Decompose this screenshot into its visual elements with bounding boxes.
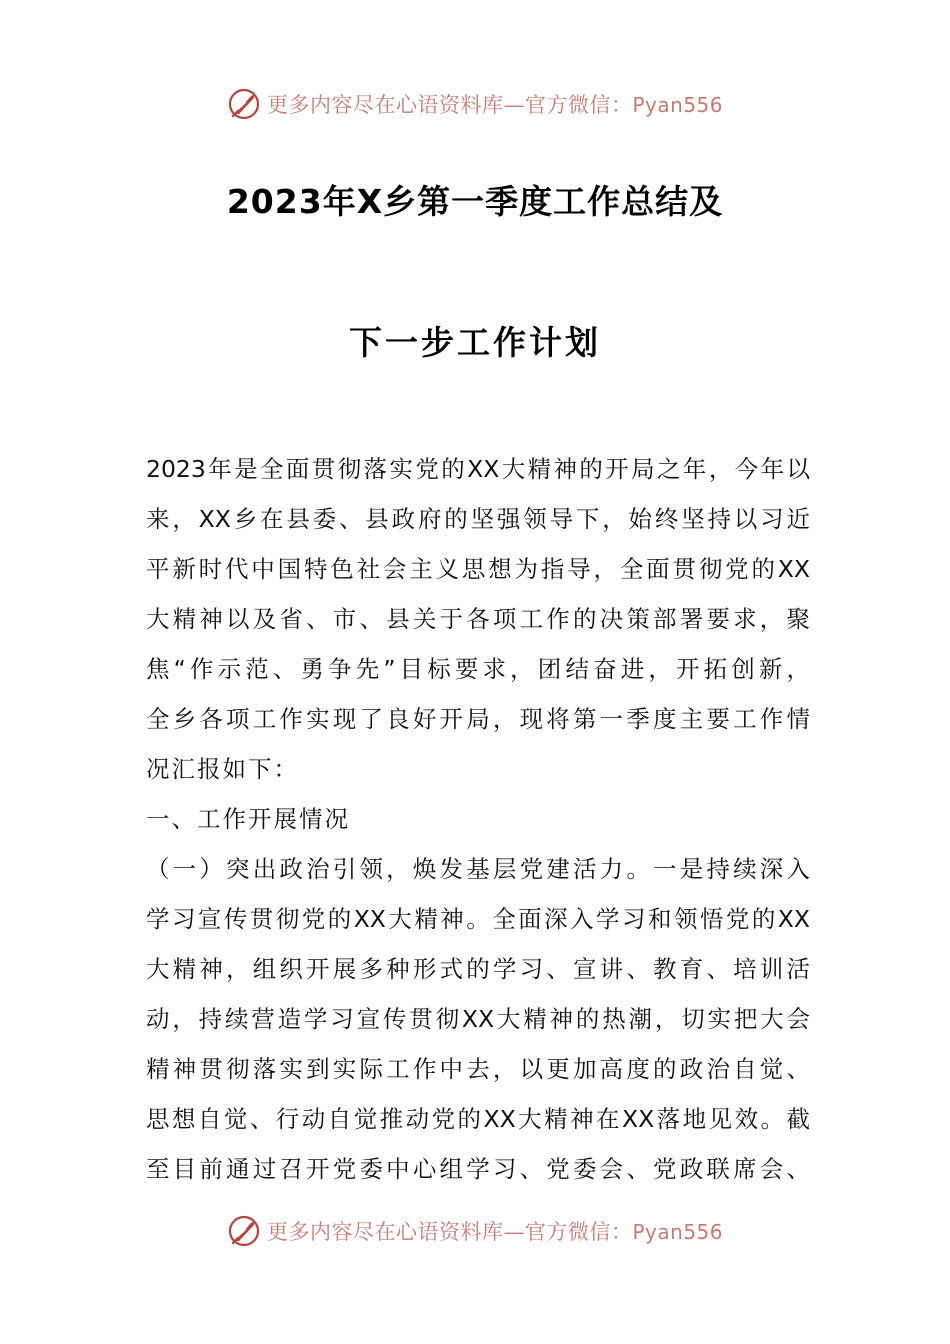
document-title-line-2: 下一步工作计划 <box>349 323 601 362</box>
body-line: 学习宣传贯彻党的XX大精神。全面深入学习和领悟党的XX <box>146 905 810 933</box>
watermark-wechat-id: Pyan556 <box>632 1220 723 1244</box>
body-line: （一）突出政治引领，焕发基层党建活力。一是持续深入 <box>146 855 810 883</box>
watermark-footer <box>0 1211 950 1251</box>
document-title-line-1: 2023年X乡第一季度工作总结及 <box>226 182 724 221</box>
body-line: 平新时代中国特色社会主义思想为指导，全面贯彻党的XX <box>146 555 810 583</box>
body-line: 精神贯彻落实到实际工作中去，以更加高度的政治自觉、 <box>146 1055 810 1083</box>
document-body <box>146 444 810 1194</box>
watermark-header <box>0 84 950 124</box>
body-line: 思想自觉、行动自觉推动党的XX大精神在XX落地见效。截 <box>146 1105 810 1133</box>
watermark-text: 更多内容尽在心语资料库—官方微信：Pyan556 <box>266 1220 723 1244</box>
body-line: 动，持续营造学习宣传贯彻XX大精神的热潮，切实把大会 <box>146 1005 810 1033</box>
quill-logo-icon <box>227 87 261 121</box>
body-line: 全乡各项工作实现了良好开局，现将第一季度主要工作情 <box>146 705 810 733</box>
section-heading: 一、工作开展情况 <box>146 805 350 833</box>
body-line: 来，XX乡在县委、县政府的坚强领导下，始终坚持以习近 <box>146 505 810 533</box>
watermark-wechat-id: Pyan556 <box>632 93 723 117</box>
body-line: 大精神以及省、市、县关于各项工作的决策部署要求，聚 <box>146 605 810 633</box>
body-line: 大精神，组织开展多种形式的学习、宣讲、教育、培训活 <box>146 955 810 983</box>
quill-logo-icon <box>227 1214 261 1248</box>
body-line: 2023年是全面贯彻落实党的XX大精神的开局之年，今年以 <box>146 455 810 483</box>
body-line: 况汇报如下： <box>146 755 299 783</box>
body-line: 至目前通过召开党委中心组学习、党委会、党政联席会、 <box>146 1155 810 1183</box>
body-line: 焦“作示范、勇争先”目标要求，团结奋进，开拓创新， <box>146 655 810 683</box>
watermark-text: 更多内容尽在心语资料库—官方微信：Pyan556 <box>266 93 723 117</box>
